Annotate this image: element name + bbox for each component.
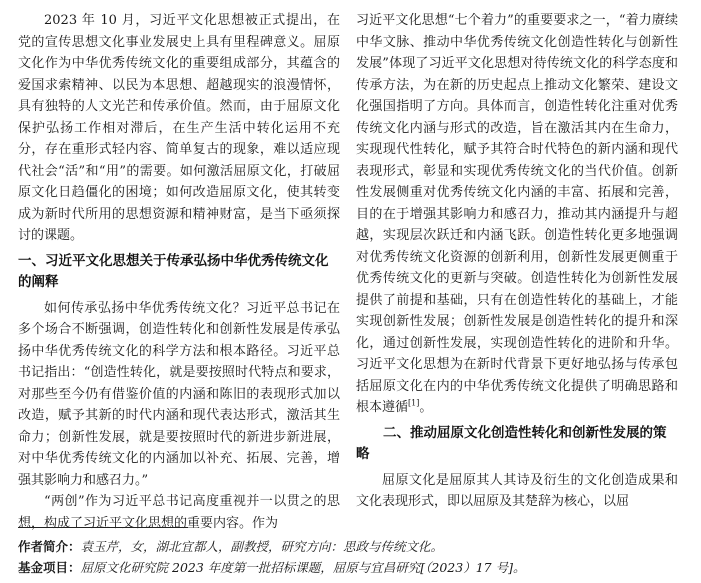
continued-paragraph-text: 习近平文化思想“七个着力”的重要要求之一，“着力赓续中华文脉、推动中华优秀传统文化创造性转化与创新性发展”体现了习近平文化思想对待传统文化的科学态度和传承方法，为在新的历史起点上推动文化繁荣、建设文化强国指明了方向。具体而言，创造性转化注重对优秀传统文化内涵与形式的改造，旨在激活其内在生命力，实现现代性转化，赋予其符合时代特色的新内涵和现代表现形式，彰显和实现优秀传统文化的当代价值。创新性发展侧重对优秀传统文化内涵的丰富、拓展和完善，目的在于增强其影响力和感召力，推动其内涵提升与超越，实现层次跃迁和内涵飞跃。创造性转化更多地强调对优秀传统文化资源的创新利用，创新性发展更侧重于优秀传统文化的更新与突破。创造性转化为创新性发展提供了前提和基础，只有在创造性转化的基础上，才能实现创新性发展；创新性发展是创造性转化的提升和深化，通过创新性发展，实现创造性转化的进阶和升华。习近平文化思想为在新时代背景下更好地弘扬与传承包括屈原文化在内的中华优秀传统文化提供了明确思路和根本遵循 (356, 13, 678, 415)
author-footnote (18, 538, 688, 556)
fund-text: 屈原文化研究院 2023 年度第一批招标课题，屈原与宜昌研究[（2023）17 号]。 (80, 560, 526, 575)
left-column (18, 10, 340, 534)
author-text: 袁玉芹，女，湖北宜都人，副教授，研究方向：思政与传统文化。 (80, 539, 444, 554)
intro-paragraph: 2023 年 10 月，习近平文化思想被正式提出，在党的宣传思想文化事业发展史上具有里程碑意义。屈原文化作为中华优秀传统文化的重要组成部分，其蕴含的爱国求索精神、以民为本思想、超越现实的浪漫情怀，具有独特的人文光芒和传承价值。然而，由于屈原文化保护弘扬工作相对滞后，在生产生活中转化运用不充分，存在重形式轻内容、简单复古的现象，难以适应现代社会“活”和“用”的需要。如何激活屈原文化，打破屈原文化日趋僵化的困境；如何改造屈原文化，使其转变成为新时代所用的思想资源和精神财富，是当下亟须探讨的课题。 (18, 13, 340, 243)
section1-paragraph-2: “两创”作为习近平总书记高度重视并一以贯之的思想，构成了习近平文化思想的重要内容。作为 (18, 494, 340, 531)
section2-heading: 二、推动屈原文化创造性转化和创新性发展的策略 (356, 424, 667, 462)
section1-heading: 一、习近平文化思想关于传承弘扬中华优秀传统文化的阐释 (18, 252, 329, 290)
fund-label: 基金项目： (18, 560, 81, 575)
footnote-divider (18, 527, 188, 528)
section1-paragraph-1: 如何传承弘扬中华优秀传统文化？习近平总书记在多个场合不断强调，创造性转化和创新性发展是传承弘扬中华优秀传统文化的科学方法和根本路径。习近平总书记指出：“创造性转化，就是要按照时代特点和要求，对那些至今仍有借鉴价值的内涵和陈旧的表现形式加以改造，赋予其新的时代内涵和现代表达形式，激活其生命力；创新性发展，就是要按照时代的新进步新进展，对中华优秀传统文化的内涵加以补充、拓展、完善，增强其影响力和感召力。” (18, 300, 340, 488)
section2-paragraph-1: 屈原文化是屈原其人其诗及衍生的文化创造成果和文化表现形式，即以屈原及其楚辞为核心，以屈 (356, 472, 678, 509)
fund-footnote (18, 559, 688, 577)
continued-paragraph (356, 10, 678, 419)
continued-paragraph-end: 。 (419, 400, 433, 415)
citation-mark[interactable]: [1] (408, 398, 420, 408)
right-column (356, 10, 678, 513)
author-label: 作者简介： (18, 539, 81, 554)
